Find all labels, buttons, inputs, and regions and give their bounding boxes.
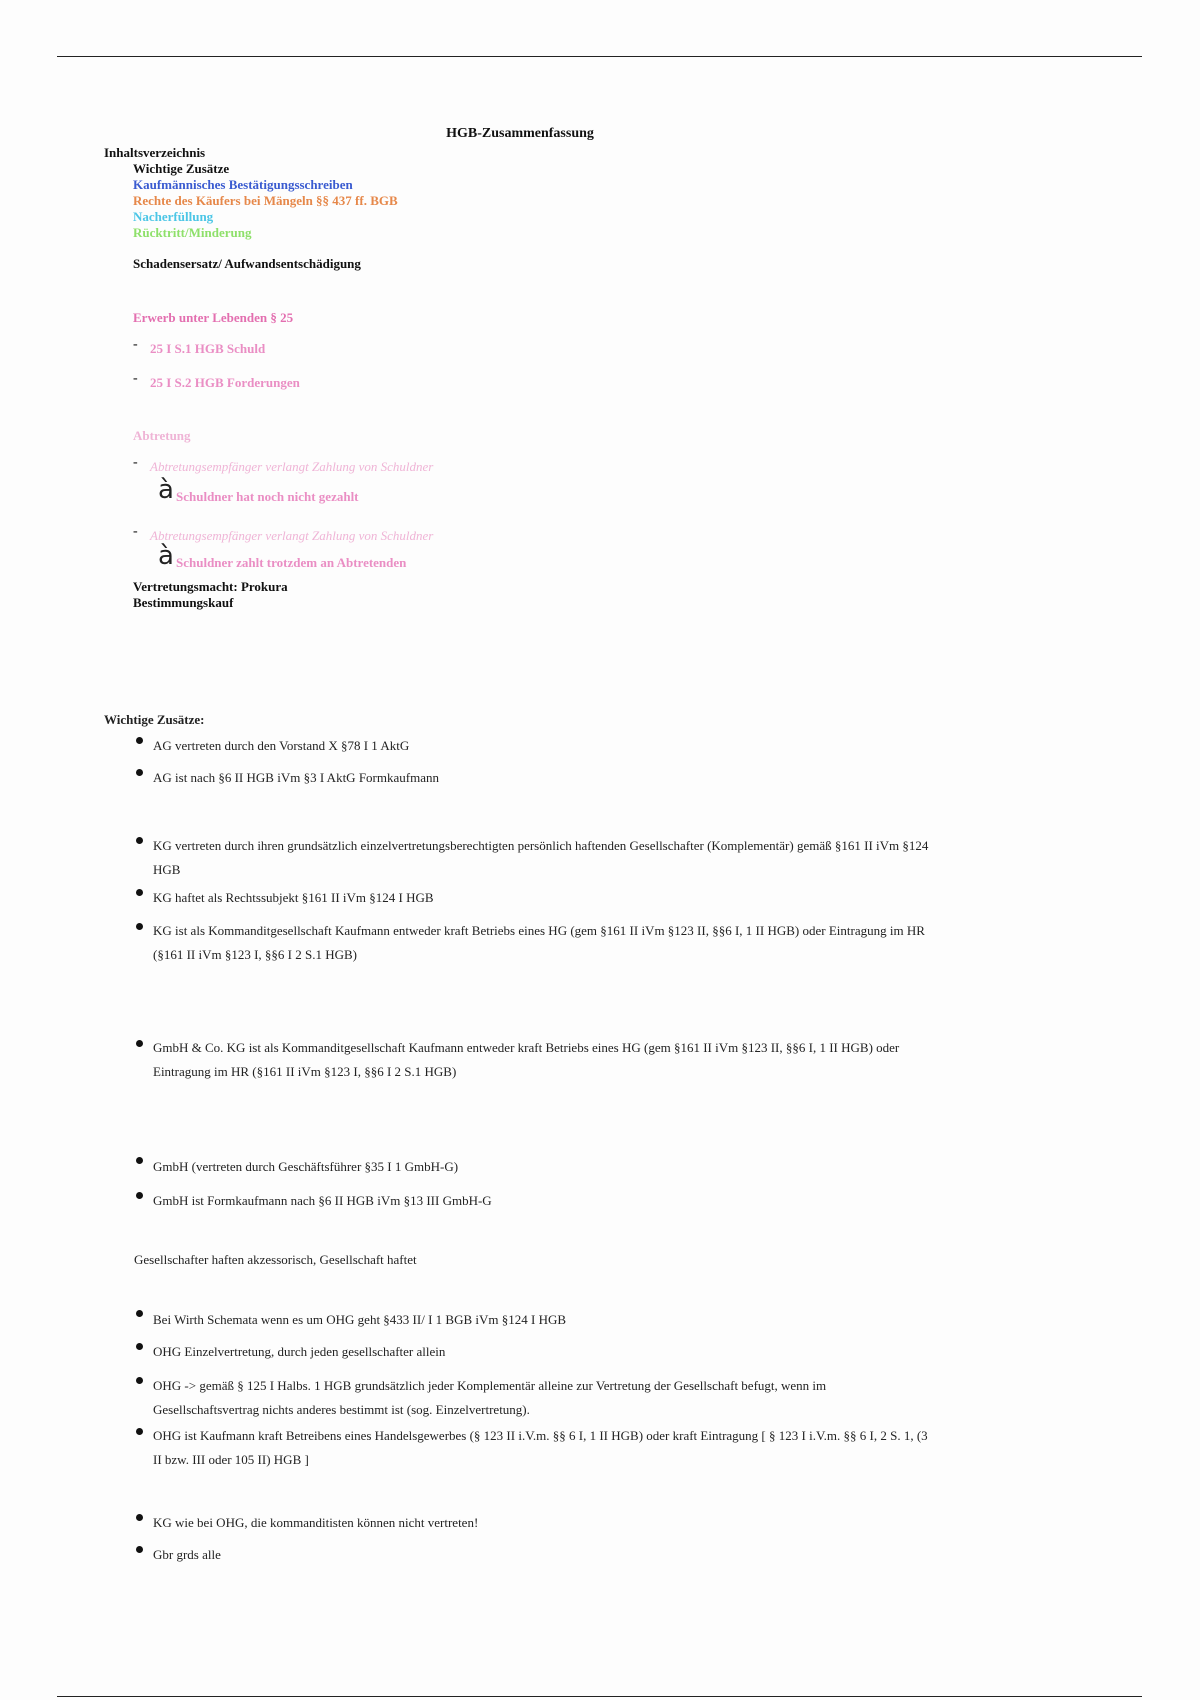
toc-item-25-forderungen[interactable]: 25 I S.2 HGB Forderungen <box>150 375 300 390</box>
toc-item-rechte-des-kaeufers[interactable]: Rechte des Käufers bei Mängeln §§ 437 ff. BGB <box>133 193 398 208</box>
list-item: GmbH ist Formkaufmann nach §6 II HGB iVm §13 III GmbH-G <box>153 1193 492 1208</box>
list-item <box>153 834 933 882</box>
bullet-dot <box>136 889 143 896</box>
bullet-dot <box>136 923 143 930</box>
toc-item-abtretung-zahlung-1[interactable]: Abtretungsempfänger verlangt Zahlung von Schuldner <box>150 459 434 474</box>
list-item-text: OHG -> gemäß § 125 I Halbs. 1 HGB grundsätzlich jeder Komplementär alleine zur Vertretung der Gesellschaft befugt, wenn im Gesellschaftsvertrag nichts anderes bestimmt ist (sog. Einzelvertretung). <box>153 1378 827 1417</box>
toc-item-nacherfuellung[interactable]: Nacherfüllung <box>133 209 214 224</box>
dash-marker: - <box>133 337 138 352</box>
bullet-dot <box>136 1428 143 1435</box>
arrow-glyph: à <box>158 475 174 505</box>
arrow-glyph: à <box>158 541 174 571</box>
bullet-dot <box>136 1546 143 1553</box>
bullet-dot <box>136 1157 143 1164</box>
list-item-text: KG ist als Kommanditgesellschaft Kaufmann entweder kraft Betriebs eines HG (gem §161 II iVm §123 II, §§6 I, 1 II HGB) oder Eintragung im HR (§161 II iVm §123 I, §§6 I 2 S.1 HGB) <box>153 923 925 962</box>
toc-item-ruecktritt-minderung[interactable]: Rücktritt/Minderung <box>133 225 252 240</box>
bullet-dot <box>136 1192 143 1199</box>
bullet-dot <box>136 1514 143 1521</box>
bullet-dot <box>136 1310 143 1317</box>
toc-heading: Inhaltsverzeichnis <box>104 145 206 160</box>
toc-item-schadensersatz[interactable]: Schadensersatz/ Aufwandsentschädigung <box>133 256 361 271</box>
list-item <box>153 1036 933 1084</box>
toc-item-25-schuld[interactable]: 25 I S.1 HGB Schuld <box>150 341 266 356</box>
list-item <box>153 1374 933 1422</box>
list-item-text: OHG ist Kaufmann kraft Betreibens eines Handelsgewerbes (§ 123 II i.V.m. §§ 6 I, 1 II HGB) oder kraft Eintragung [ § 123 I i.V.m. §§ 6 I, 2 S. 1, (3 II bzw. III oder 105 II) HGB ] <box>153 1428 928 1467</box>
toc-item-abtretung[interactable]: Abtretung <box>133 428 191 443</box>
footer-rule <box>57 1696 1142 1697</box>
bullet-dot <box>136 837 143 844</box>
list-item: KG haftet als Rechtssubjekt §161 II iVm §124 I HGB <box>153 890 434 905</box>
bullet-dot <box>136 1343 143 1350</box>
bullet-dot <box>136 1377 143 1384</box>
document-title: HGB-Zusammenfassung <box>446 126 594 141</box>
dash-marker: - <box>133 524 138 539</box>
list-item: Gbr grds alle <box>153 1547 221 1562</box>
list-item: AG ist nach §6 II HGB iVm §3 I AktG Formkaufmann <box>153 770 439 785</box>
toc-item-schuldner-zahlt-trotzdem[interactable]: Schuldner zahlt trotzdem an Abtretenden <box>176 555 407 570</box>
list-item: GmbH (vertreten durch Geschäftsführer §35 I 1 GmbH-G) <box>153 1159 459 1174</box>
plain-note: Gesellschafter haften akzessorisch, Gesellschaft haftet <box>134 1252 417 1267</box>
list-item: AG vertreten durch den Vorstand X §78 I 1 AktG <box>153 738 410 753</box>
list-item: KG wie bei OHG, die kommanditisten können nicht vertreten! <box>153 1515 479 1530</box>
section-heading: Wichtige Zusätze: <box>104 712 205 727</box>
dash-marker: - <box>133 371 138 386</box>
list-item: OHG Einzelvertretung, durch jeden gesellschafter allein <box>153 1344 446 1359</box>
toc-item-wichtige-zusaetze[interactable]: Wichtige Zusätze <box>133 161 230 176</box>
list-item-text: GmbH & Co. KG ist als Kommanditgesellschaft Kaufmann entweder kraft Betriebs eines HG (gem §161 II iVm §123 II, §§6 I, 1 II HGB) oder Eintragung im HR (§161 II iVm §123 I, §§6 I 2 S.1 HGB) <box>153 1040 900 1079</box>
toc-item-bestimmungskauf[interactable]: Bestimmungskauf <box>133 595 234 610</box>
header-rule <box>57 56 1142 57</box>
list-item: Bei Wirth Schemata wenn es um OHG geht §433 II/ I 1 BGB iVm §124 I HGB <box>153 1312 567 1327</box>
toc-item-schuldner-nicht-gezahlt[interactable]: Schuldner hat noch nicht gezahlt <box>176 489 359 504</box>
bullet-dot <box>136 737 143 744</box>
bullet-dot <box>136 769 143 776</box>
toc-item-vertretungsmacht[interactable]: Vertretungsmacht: Prokura <box>133 579 288 594</box>
toc-item-erwerb-unter-lebenden[interactable]: Erwerb unter Lebenden § 25 <box>133 310 294 325</box>
list-item <box>153 919 933 967</box>
list-item-text: KG vertreten durch ihren grundsätzlich einzelvertretungsberechtigten persönlich haftenden Gesellschafter (Komplementär) gemäß §161 II iVm §124 HGB <box>153 838 929 877</box>
list-item <box>153 1424 933 1472</box>
toc-item-abtretung-zahlung-2[interactable]: Abtretungsempfänger verlangt Zahlung von Schuldner <box>150 528 434 543</box>
dash-marker: - <box>133 455 138 470</box>
toc-item-bestaetigungsschreiben[interactable]: Kaufmännisches Bestätigungsschreiben <box>133 177 353 192</box>
bullet-dot <box>136 1040 143 1047</box>
